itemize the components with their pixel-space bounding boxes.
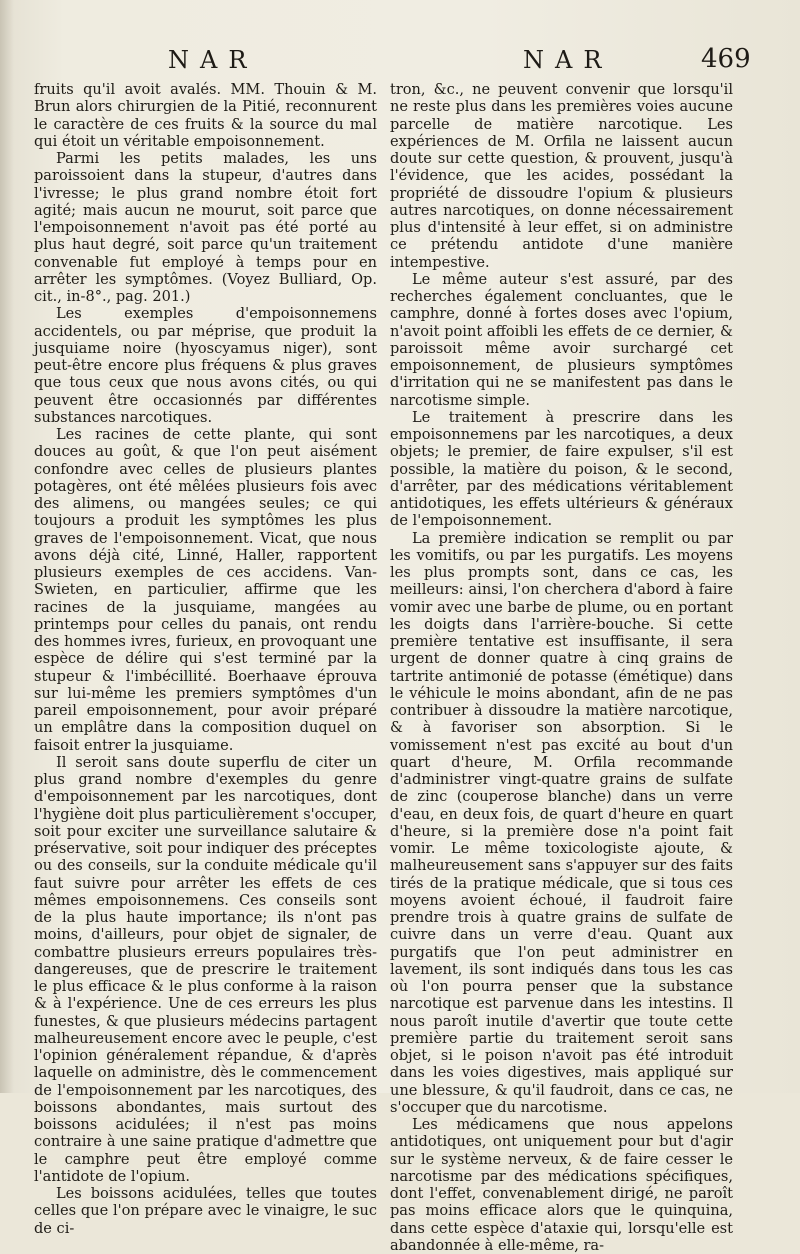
paragraph: Le traitement à prescrire dans les empoisonnemens par les narcotiques, a deux objets; le premier, de faire expulser, s'il est possible, la matière du poison, & le second, d'arrêter, par des médications véritablement antidotiques, les effets ultérieurs & généraux de l'empoisonnement. <box>390 408 733 530</box>
page-number: 469 <box>701 44 751 74</box>
page-gutter-shadow <box>0 0 14 1093</box>
paragraph: Les boissons acidulées, telles que toutes celles que l'on prépare avec le vinaigre, le suc de ci- <box>34 1185 377 1237</box>
running-head-right: NAR <box>523 46 613 74</box>
paragraph: Le même auteur s'est assuré, par des recherches également concluantes, que le camphre, donné à fortes doses avec l'opium, n'avoit point affoibli les effets de ce dernier, & paroissoit même avoir surchargé cet empoisonnement, de plusieurs symptômes d'irritation qui ne se manifestent pas dans le narcotisme simple. <box>390 270 733 409</box>
paragraph: tron, &c., ne peuvent convenir que lorsqu'il ne reste plus dans les premières voies aucune parcelle de matière narcotique. Les expériences de M. Orfila ne laissent aucun doute sur cette question, & prouvent, jusqu'à l'évidence, que les acides, possédant la propriété de dissoudre l'opium & plusieurs autres narcotiques, on donne nécessairement plus d'intensité à leur effet, si on administre ce prétendu antidote d'une manière intempestive. <box>390 81 733 271</box>
paragraph: Les racines de cette plante, qui sont douces au goût, & que l'on peut aisément confondre avec celles de plusieurs plantes potagères, ont été mêlées plusieurs fois avec des alimens, ou mangées seules; ce qui toujours a produit les symptômes les plus graves de l'empoisonnement. Vicat, que nous avons déjà cité, Linné, Haller, rapportent plusieurs exemples de ces accidens. Van-Swieten, en particulier, affirme que les racines de la jusquiame, mangées au printemps pour celles du panais, ont rendu des hommes ivres, furieux, en provoquant une espèce de délire qui s'est terminé par la stupeur & l'imbécillité. Boerhaave éprouva sur lui-même les premiers symptômes d'un pareil empoisonnement, pour avoir préparé un emplâtre dans la composition duquel on faisoit entrer la jusquiame. <box>34 426 377 754</box>
paragraph: Il seroit sans doute superflu de citer un plus grand nombre d'exemples du genre d'empoisonnement par les narcotiques, dont l'hygiène doit plus particulièrement s'occuper, soit pour exciter une surveillance salutaire & préservative, soit pour indiquer des préceptes ou des conseils, sur la conduite médicale qu'il faut suivre pour arrêter les effets de ces mêmes empoisonnemens. Ces conseils sont de la plus haute importance; ils n'ont pas moins, d'ailleurs, pour objet de signaler, de combattre plusieurs erreurs populaires très-dangereuses, que de prescrire le traitement le plus efficace & le plus conforme à la raison & à l'expérience. Une de ces erreurs les plus funestes, & que plusieurs médecins partagent malheureusement encore avec le peuple, c'est l'opinion généralement répandue, & d'après laquelle on administre, dès le commencement de l'empoisonnement par les narcotiques, des boissons abondantes, mais surtout des boissons acidulées; il n'est pas moins contraire à une saine pratique d'admettre que le camphre peut être employé comme l'antidote de l'opium. <box>34 753 377 1185</box>
left-column <box>34 81 377 1237</box>
running-head-left: NAR <box>168 46 258 74</box>
paragraph: Parmi les petits malades, les uns paroissoient dans la stupeur, d'autres dans l'ivresse; le plus grand nombre étoit fort agité; mais aucun ne mourut, soit parce que l'empoisonnement n'avoit pas été porté au plus haut degré, soit parce qu'un traitement convenable fut employé à temps pour en arrêter les symptômes. (Voyez Bulliard, Op. cit., in-8°., pag. 201.) <box>34 150 377 305</box>
paragraph: Les médicamens que nous appelons antidotiques, ont uniquement pour but d'agir sur le système nerveux, & de faire cesser le narcotisme par des médications spécifiques, dont l'effet, convenablement dirigé, ne paroît pas moins efficace alors que le quinquina, dans cette espèce d'ataxie qui, lorsqu'elle est abandonnée à elle-même, ra- <box>390 1116 733 1254</box>
paragraph: fruits qu'il avoit avalés. MM. Thouin & M. Brun alors chirurgien de la Pitié, reconnurent le caractère de ces fruits & la source du mal qui étoit un véritable empoisonnement. <box>34 81 377 150</box>
right-column <box>390 81 733 1254</box>
paragraph: La première indication se remplit ou par les vomitifs, ou par les purgatifs. Les moyens les plus prompts sont, dans ce cas, les meilleurs: ainsi, l'on cherchera d'abord à faire vomir avec une barbe de plume, ou en portant les doigts dans l'arrière-bouche. Si cette première tentative est insuffisante, il sera urgent de donner quatre à cinq grains de tartrite antimonié de potasse (émétique) dans le véhicule le moins abondant, afin de ne pas contribuer à dissoudre la matière narcotique, & à favoriser son absorption. Si le vomissement n'est pas excité au bout d'un quart d'heure, M. Orfila recommande d'administrer vingt-quatre grains de sulfate de zinc (couperose blanche) dans un verre d'eau, en deux fois, de quart d'heure en quart d'heure, si la première dose n'a point fait vomir. Le même toxicologiste ajoute, & malheureusement sans s'appuyer sur des faits tirés de la pratique médicale, que si tous ces moyens avoient échoué, il faudroit faire prendre trois à quatre grains de sulfate de cuivre dans un verre d'eau. Quant aux purgatifs que l'on peut administrer en lavement, ils sont indiqués dans tous les cas où l'on pourra penser que la substance narcotique est parvenue dans les intestins. Il nous paroît inutile d'avertir que toute cette première partie du traitement seroit sans objet, si le poison n'avoit pas été introduit dans les voies digestives, mais appliqué sur une blessure, & qu'il faudroit, dans ce cas, ne s'occuper que du narcotisme. <box>390 529 733 1116</box>
paragraph: Les exemples d'empoisonnemens accidentels, ou par méprise, que produit la jusquiame noire (hyoscyamus niger), sont peut-être encore plus fréquens & plus graves que tous ceux que nous avons cités, ou qui peuvent être occasionnés par différentes substances narcotiques. <box>34 305 377 426</box>
